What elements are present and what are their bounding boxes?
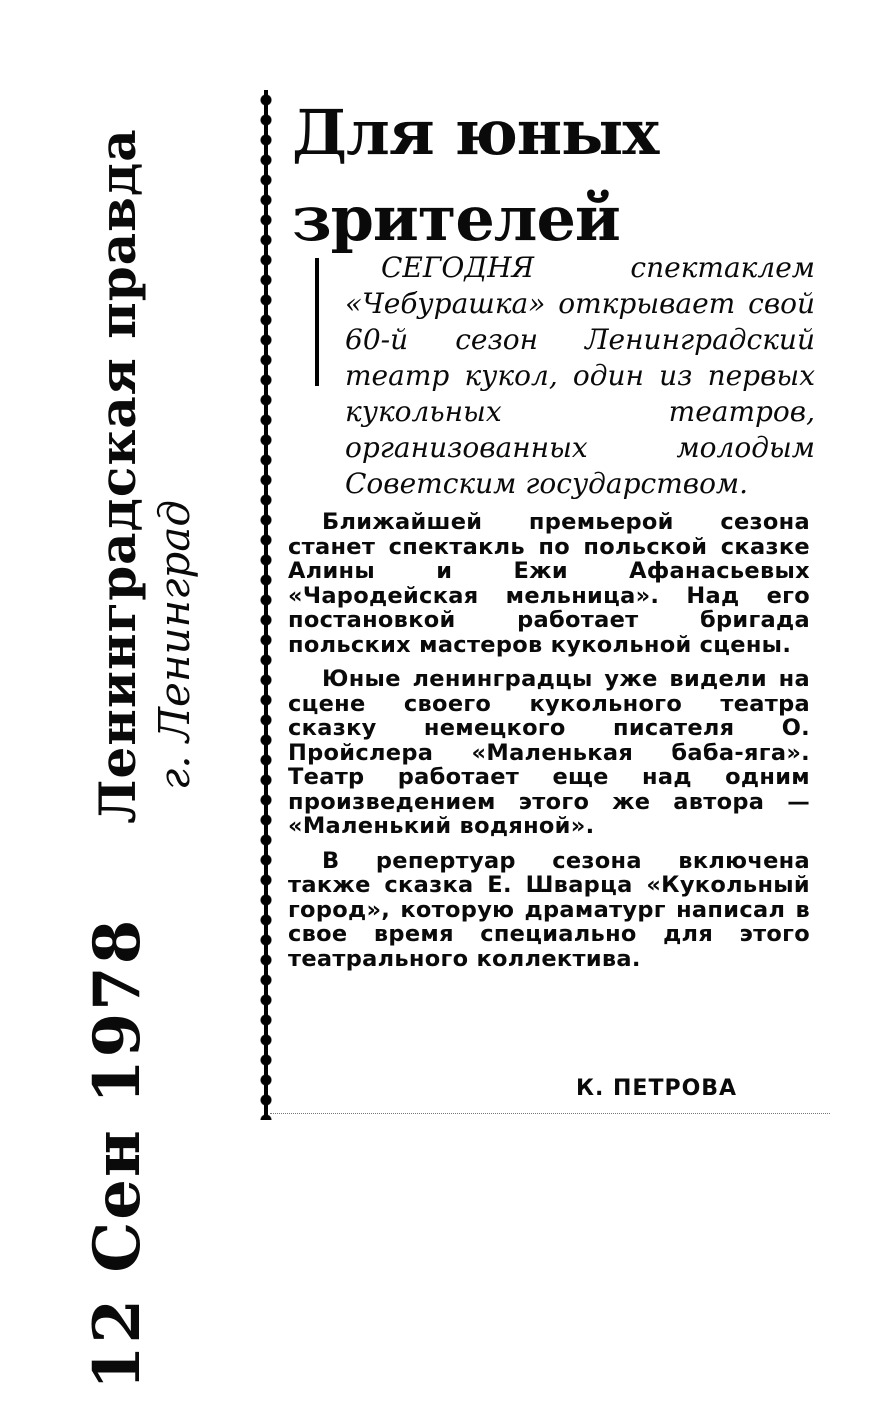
headline-line-2: зрителей: [292, 182, 620, 255]
stamp-newspaper-name: Ленинградская правда: [88, 128, 147, 824]
article-author: К. ПЕТРОВА: [576, 1076, 738, 1101]
bottom-divider: [270, 1113, 830, 1115]
paragraph: Ближайшей премьерой сезона станет спектакль по польской сказке Алины и Ежи Афанасьевых «Чародейская мельница». Над его постановкой работает бригада польских мастеров кукольной сцены.: [288, 509, 810, 658]
headline-line-1: Для юных: [292, 96, 659, 169]
clipping-stamp: [80, 128, 199, 1390]
article-body: [288, 510, 810, 981]
rope-border: [256, 90, 276, 1120]
article-headline: [292, 90, 852, 262]
stamp-city: г. Ленинград: [150, 500, 199, 790]
paragraph: В репертуар сезона включена также сказка Е. Шварца «Кукольный город», которую драматург написал в свое время специально для этого театрального коллектива.: [288, 847, 810, 972]
paragraph: Юные ленинградцы уже видели на сцене своего кукольного театра сказку немецкого писателя О. Пройслера «Маленькая баба-яга». Театр работает еще над одним произведением этого же автора — «Маленький водяной».: [288, 666, 810, 839]
stamp-date: 12 Сен 1978: [80, 917, 155, 1390]
lead-bar: [315, 258, 319, 386]
article-lead: СЕГОДНЯ спектаклем «Чебурашка» открывает свой 60-й сезон Ленинградский театр кукол, один из первых кукольных театров, организованных молодым Советским государством.: [345, 251, 815, 500]
